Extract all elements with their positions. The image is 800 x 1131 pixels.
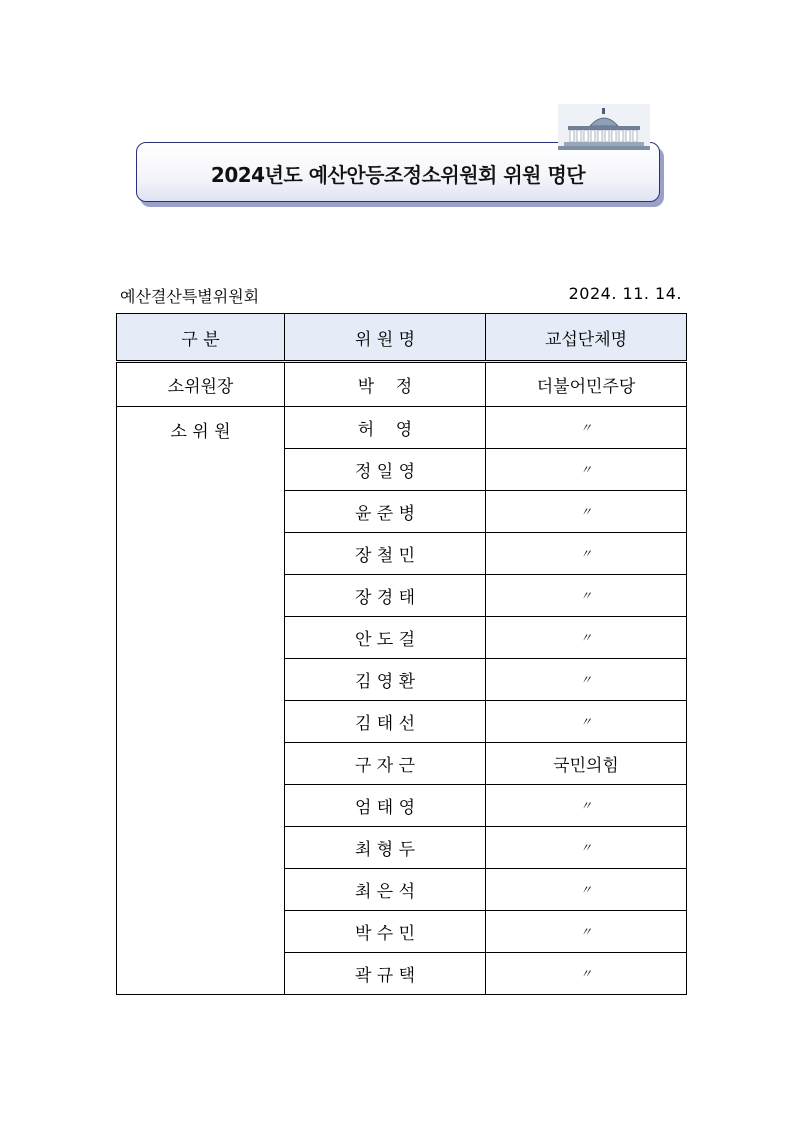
member-name: 장 경 태	[285, 575, 486, 617]
member-name: 김 영 환	[285, 659, 486, 701]
member-party: 〃	[486, 659, 687, 701]
roster-table	[116, 313, 687, 995]
member-name: 엄 태 영	[285, 785, 486, 827]
member-party: 〃	[486, 827, 687, 869]
member-party: 〃	[486, 869, 687, 911]
chair-party: 더불어민주당	[486, 362, 687, 407]
member-party: 〃	[486, 911, 687, 953]
member-party: 〃	[486, 575, 687, 617]
member-name: 박 수 민	[285, 911, 486, 953]
table-header-row	[117, 314, 687, 362]
table-row	[117, 407, 687, 449]
committee-name: 예산결산특별위원회	[120, 287, 260, 306]
member-party: 〃	[486, 785, 687, 827]
member-name: 장 철 민	[285, 533, 486, 575]
member-party: 〃	[486, 953, 687, 995]
member-party: 〃	[486, 617, 687, 659]
member-party: 〃	[486, 533, 687, 575]
member-name: 최 은 석	[285, 869, 486, 911]
header-category: 구 분	[117, 314, 285, 362]
title-banner	[136, 142, 660, 202]
member-name: 정 일 영	[285, 449, 486, 491]
member-name: 윤 준 병	[285, 491, 486, 533]
national-assembly-building-icon	[558, 104, 650, 150]
member-name: 최 형 두	[285, 827, 486, 869]
chair-category: 소위원장	[117, 362, 285, 407]
members-category: 소 위 원	[117, 407, 285, 995]
member-name: 곽 규 택	[285, 953, 486, 995]
member-party: 〃	[486, 491, 687, 533]
member-party: 〃	[486, 407, 687, 449]
chair-name: 박 정	[285, 362, 486, 407]
member-party: 국민의힘	[486, 743, 687, 785]
member-name: 허 영	[285, 407, 486, 449]
member-name: 김 태 선	[285, 701, 486, 743]
member-name: 안 도 걸	[285, 617, 486, 659]
document-date: 2024. 11. 14.	[568, 284, 682, 303]
page-title: 2024년도 예산안등조정소위원회 위원 명단	[210, 163, 586, 187]
header-party: 교섭단체명	[486, 314, 687, 362]
member-name: 구 자 근	[285, 743, 486, 785]
member-party: 〃	[486, 449, 687, 491]
member-party: 〃	[486, 701, 687, 743]
header-member-name: 위 원 명	[285, 314, 486, 362]
table-row-chair	[117, 362, 687, 407]
